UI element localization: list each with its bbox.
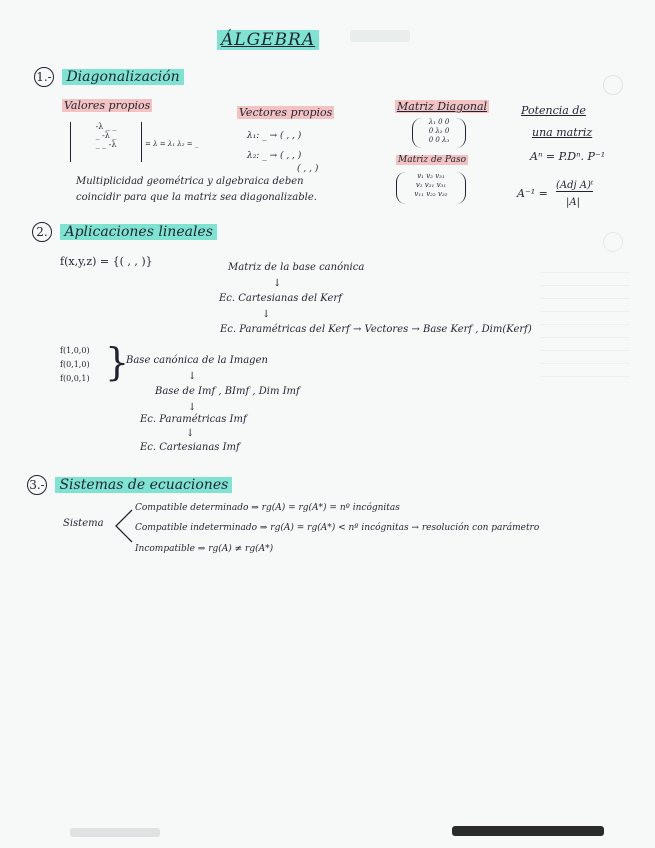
potencia-formula: Aⁿ = P.Dⁿ. P⁻¹: [530, 150, 606, 163]
det-row: _ -λ _: [95, 131, 117, 140]
branch-brace-icon: [112, 506, 134, 546]
section-2-title: Aplicaciones lineales: [60, 224, 216, 240]
down-arrow-icon: ↓: [188, 402, 197, 413]
page-title: ÁLGEBRA: [217, 30, 319, 50]
right-brace-icon: }: [105, 340, 130, 384]
down-arrow-icon: ↓: [273, 278, 282, 289]
diagonal-matrix: [412, 118, 466, 148]
inversa-numerator: (Adj A)ᵗ: [556, 180, 594, 191]
f-definition: f(x,y,z) = {( , , )}: [60, 255, 153, 268]
sistema-label: Sistema: [63, 518, 104, 529]
det-row: -λ _ _: [95, 122, 117, 131]
ec-cartesianas-ker: Ec. Cartesianas del Kerf: [219, 293, 342, 304]
section-3-number: 3.-: [27, 475, 47, 495]
section-2-number: 2.: [32, 222, 52, 242]
ec-parametricas-img: Ec. Paramétricas Imf: [140, 414, 247, 425]
base-imagen: Base de Imf , BImf , Dim Imf: [155, 386, 300, 397]
base-canonica-imagen: Base canónica de la Imagen: [126, 355, 268, 366]
inversa-denominator: |A|: [566, 197, 580, 208]
section-1-heading: [34, 67, 184, 87]
ec-cartesianas-img: Ec. Cartesianas Imf: [140, 442, 240, 453]
paso-row: v₁ v₂₁ v₃₁: [415, 181, 447, 189]
multiplicidad-line-2: coincidir para que la matriz sea diagonalizable.: [76, 192, 317, 203]
down-arrow-icon: ↓: [262, 309, 271, 320]
section-1-title: Diagonalización: [62, 69, 183, 85]
bleed-circle-2: [603, 232, 623, 252]
diag-row: 0 0 λ₃: [428, 136, 450, 144]
section-3-heading: [27, 475, 232, 495]
potencia-header-1: Potencia de: [521, 104, 586, 117]
section-3-title: Sistemas de ecuaciones: [55, 477, 232, 493]
down-arrow-icon: ↓: [188, 371, 197, 382]
potencia-header-2: una matriz: [532, 126, 593, 139]
compatible-indeterminado: Compatible indeterminado ⇒ rg(A) = rg(A*) < nº incógnitas → resolución con parámetro: [135, 523, 540, 533]
section-2-heading: [32, 222, 217, 242]
vector-line-3: ( , , ): [297, 164, 319, 174]
multiplicidad-line-1: Multiplicidad geométrica y algebraica deben: [76, 176, 304, 187]
vectores-propios-header: Vectores propios: [239, 106, 333, 119]
diag-row: λ₁ 0 0: [428, 118, 450, 126]
paso-matrix: [396, 172, 466, 204]
bleed-circle: [603, 75, 623, 95]
vector-line-1: λ₁: _ → ( , , ): [247, 131, 302, 141]
bleed-lines: [540, 260, 630, 380]
determinant: [70, 122, 142, 162]
matriz-base-canonica: Matriz de la base canónica: [228, 262, 365, 273]
base-vector-2: f(0,1,0): [60, 360, 90, 369]
det-result: = λ = λ₁ λ₂ = _: [145, 140, 199, 148]
paso-row: v₁₁ v₂₂ v₃₂: [414, 190, 448, 198]
diag-row: 0 λ₂ 0: [428, 127, 450, 135]
base-vector-1: f(1,0,0): [60, 346, 90, 355]
paso-row: v₁ v₂ v₃₁: [417, 172, 445, 180]
matriz-paso-header: Matriz de Paso: [398, 155, 466, 165]
matriz-diagonal-header: Matriz Diagonal: [397, 100, 488, 113]
section-1-number: 1.-: [34, 67, 54, 87]
compatible-determinado: Compatible determinado ⇒ rg(A) = rg(A*) = nº incógnitas: [135, 503, 400, 513]
valores-propios-header: Valores propios: [64, 99, 151, 112]
det-row: _ _ -λ: [95, 140, 117, 149]
bottom-right-scribble: [452, 826, 604, 836]
bottom-left-smudge: [70, 828, 160, 837]
vector-line-2: λ₂: _ → ( , , ): [247, 151, 302, 161]
down-arrow-icon: ↓: [186, 428, 195, 439]
bleed-smudge-top: [350, 30, 410, 42]
ec-parametricas-ker: Ec. Paramétricas del Kerf → Vectores → Base Kerf , Dim(Kerf): [220, 324, 532, 335]
incompatible: Incompatible ⇒ rg(A) ≠ rg(A*): [135, 544, 274, 554]
inversa-left: A⁻¹ =: [517, 187, 548, 200]
base-vector-3: f(0,0,1): [60, 374, 90, 383]
